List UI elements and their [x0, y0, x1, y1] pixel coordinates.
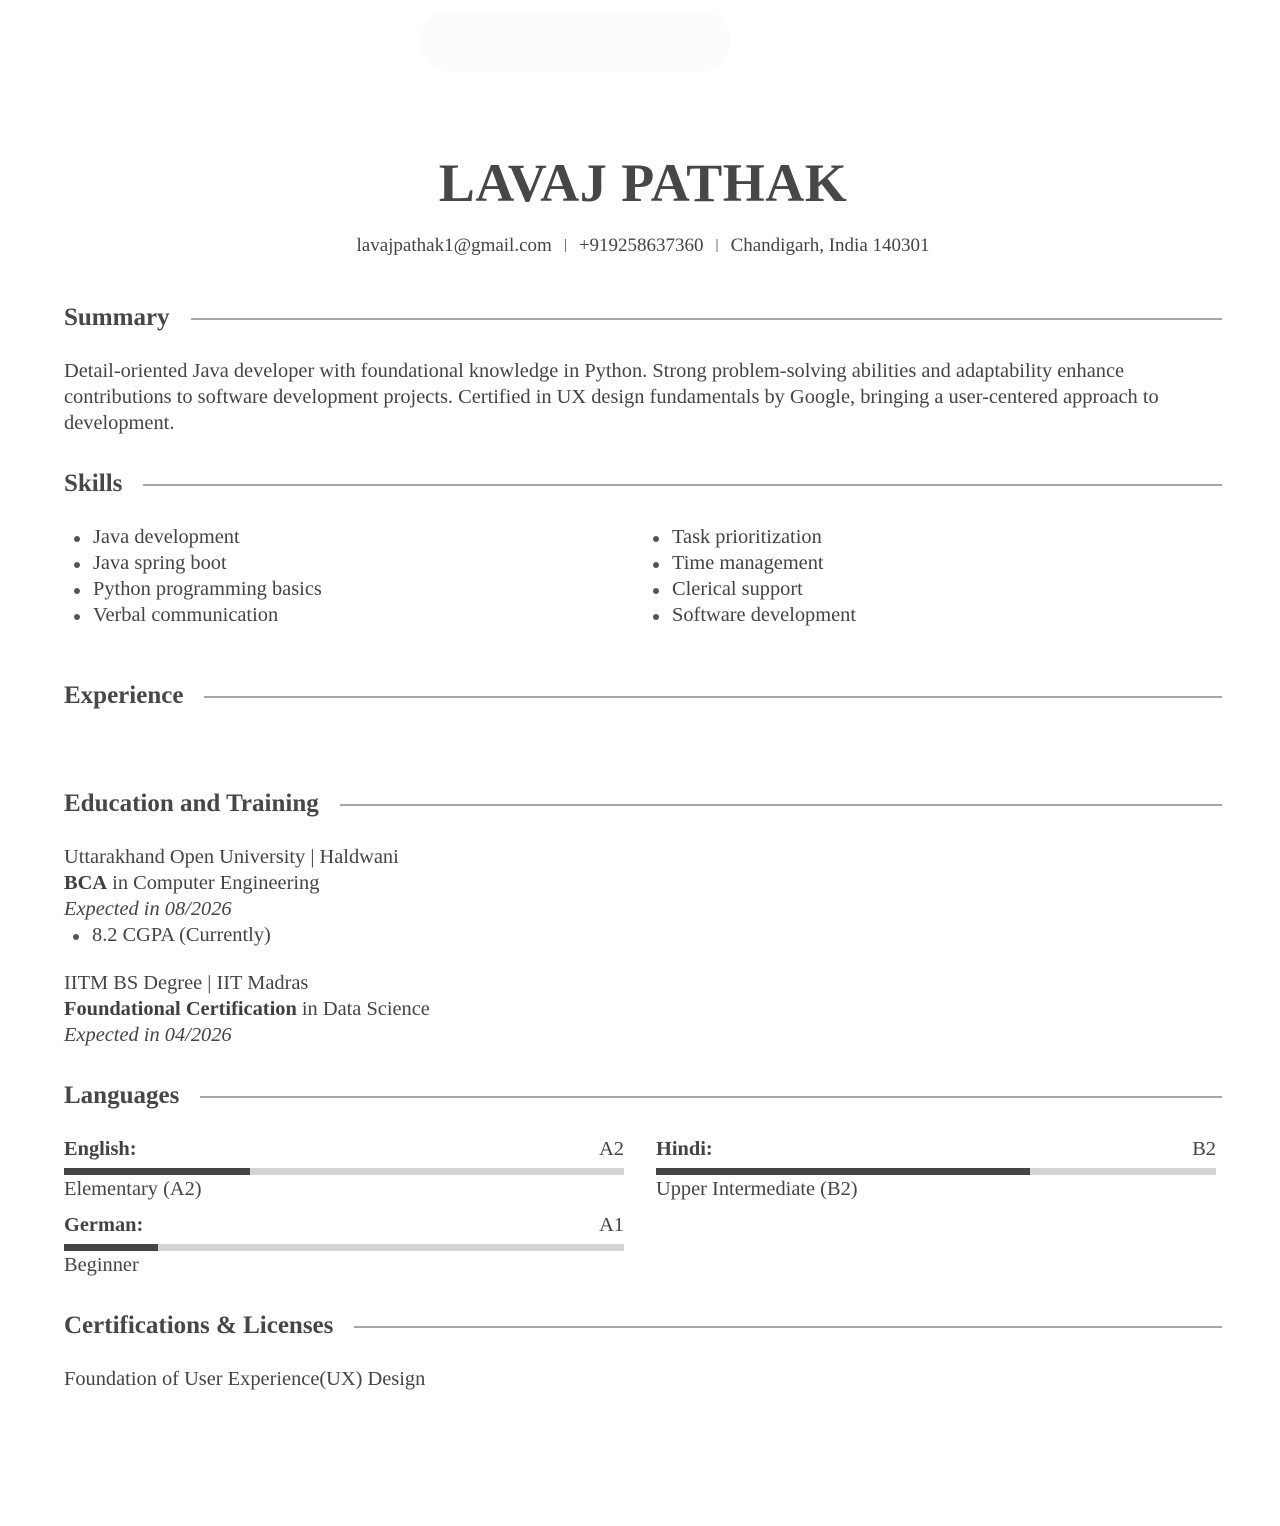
section-divider — [191, 318, 1222, 320]
faded-header-graphic — [420, 10, 730, 72]
language-german — [64, 1212, 624, 1278]
certification-item: Foundation of User Experience(UX) Design — [64, 1368, 426, 1390]
education-entry — [64, 844, 1222, 948]
language-description: Upper Intermediate (B2) — [656, 1178, 858, 1200]
skill-item: Time management — [672, 550, 1172, 576]
section-languages-header — [64, 1080, 1222, 1112]
section-certifications-header — [64, 1310, 1222, 1342]
section-title: Experience — [64, 682, 184, 709]
separator: | — [715, 237, 719, 253]
section-experience-header — [64, 680, 1222, 712]
separator: | — [563, 237, 567, 253]
skill-item: Task prioritization — [672, 524, 1172, 550]
language-name: German: — [64, 1214, 144, 1236]
location: Chandigarh, India 140301 — [730, 235, 930, 256]
degree: BCA — [64, 872, 108, 894]
graduation-date: Expected in 04/2026 — [64, 1024, 232, 1046]
language-level: B2 — [1192, 1138, 1216, 1160]
section-divider — [200, 1096, 1222, 1098]
language-description: Elementary (A2) — [64, 1178, 202, 1200]
section-skills-header — [64, 468, 1222, 500]
candidate-name: LAVAJ PATHAK — [438, 153, 848, 213]
language-level: A2 — [599, 1138, 624, 1160]
section-divider — [143, 484, 1222, 486]
proficiency-bar — [656, 1168, 1216, 1175]
section-title: Certifications & Licenses — [64, 1312, 334, 1339]
skills-column-right — [643, 524, 1172, 628]
language-name: Hindi: — [656, 1138, 713, 1160]
education-bullet: 8.2 CGPA (Currently) — [92, 922, 1222, 948]
education-entry — [64, 970, 1222, 1048]
skill-item: Java spring boot — [93, 550, 643, 576]
proficiency-fill — [64, 1168, 250, 1175]
section-title: Education and Training — [64, 790, 319, 817]
skill-item: Clerical support — [672, 576, 1172, 602]
field-of-study: in Computer Engineering — [107, 872, 320, 894]
degree: Foundational Certification — [64, 998, 297, 1020]
section-title: Skills — [64, 470, 123, 497]
proficiency-fill — [64, 1244, 158, 1251]
section-divider — [340, 804, 1222, 806]
skill-item: Software development — [672, 602, 1172, 628]
graduation-date: Expected in 08/2026 — [64, 898, 232, 920]
education-bullets — [64, 922, 1222, 948]
language-description: Beginner — [64, 1254, 139, 1276]
section-education-header — [64, 788, 1222, 820]
proficiency-bar — [64, 1244, 624, 1251]
institution: IITM BS Degree | IIT Madras — [64, 972, 309, 994]
email[interactable]: lavajpathak1@gmail.com — [356, 235, 552, 256]
section-divider — [354, 1326, 1222, 1328]
skill-item: Java development — [93, 524, 643, 550]
proficiency-bar — [64, 1168, 624, 1175]
contact-line — [64, 234, 1222, 259]
institution: Uttarakhand Open University | Haldwani — [64, 846, 399, 868]
language-level: A1 — [599, 1214, 624, 1236]
section-divider — [204, 696, 1222, 698]
skills-list — [64, 524, 1222, 628]
language-english — [64, 1136, 624, 1202]
section-summary-header — [64, 302, 1222, 334]
proficiency-fill — [656, 1168, 1030, 1175]
phone[interactable]: +919258637360 — [578, 235, 704, 256]
section-title: Languages — [64, 1082, 180, 1109]
skill-item: Verbal communication — [93, 602, 643, 628]
skill-item: Python programming basics — [93, 576, 643, 602]
language-hindi — [656, 1136, 1216, 1202]
language-name: English: — [64, 1138, 137, 1160]
section-title: Summary — [64, 304, 170, 331]
skills-column-left — [64, 524, 643, 628]
summary-text: Detail-oriented Java developer with foundational knowledge in Python. Strong problem-solving abilities and adaptability enhance contributions to software development projects. Certified in UX design fundamentals by Google, bringing a user-centered approach to development. — [64, 360, 1159, 434]
field-of-study: in Data Science — [296, 998, 430, 1020]
